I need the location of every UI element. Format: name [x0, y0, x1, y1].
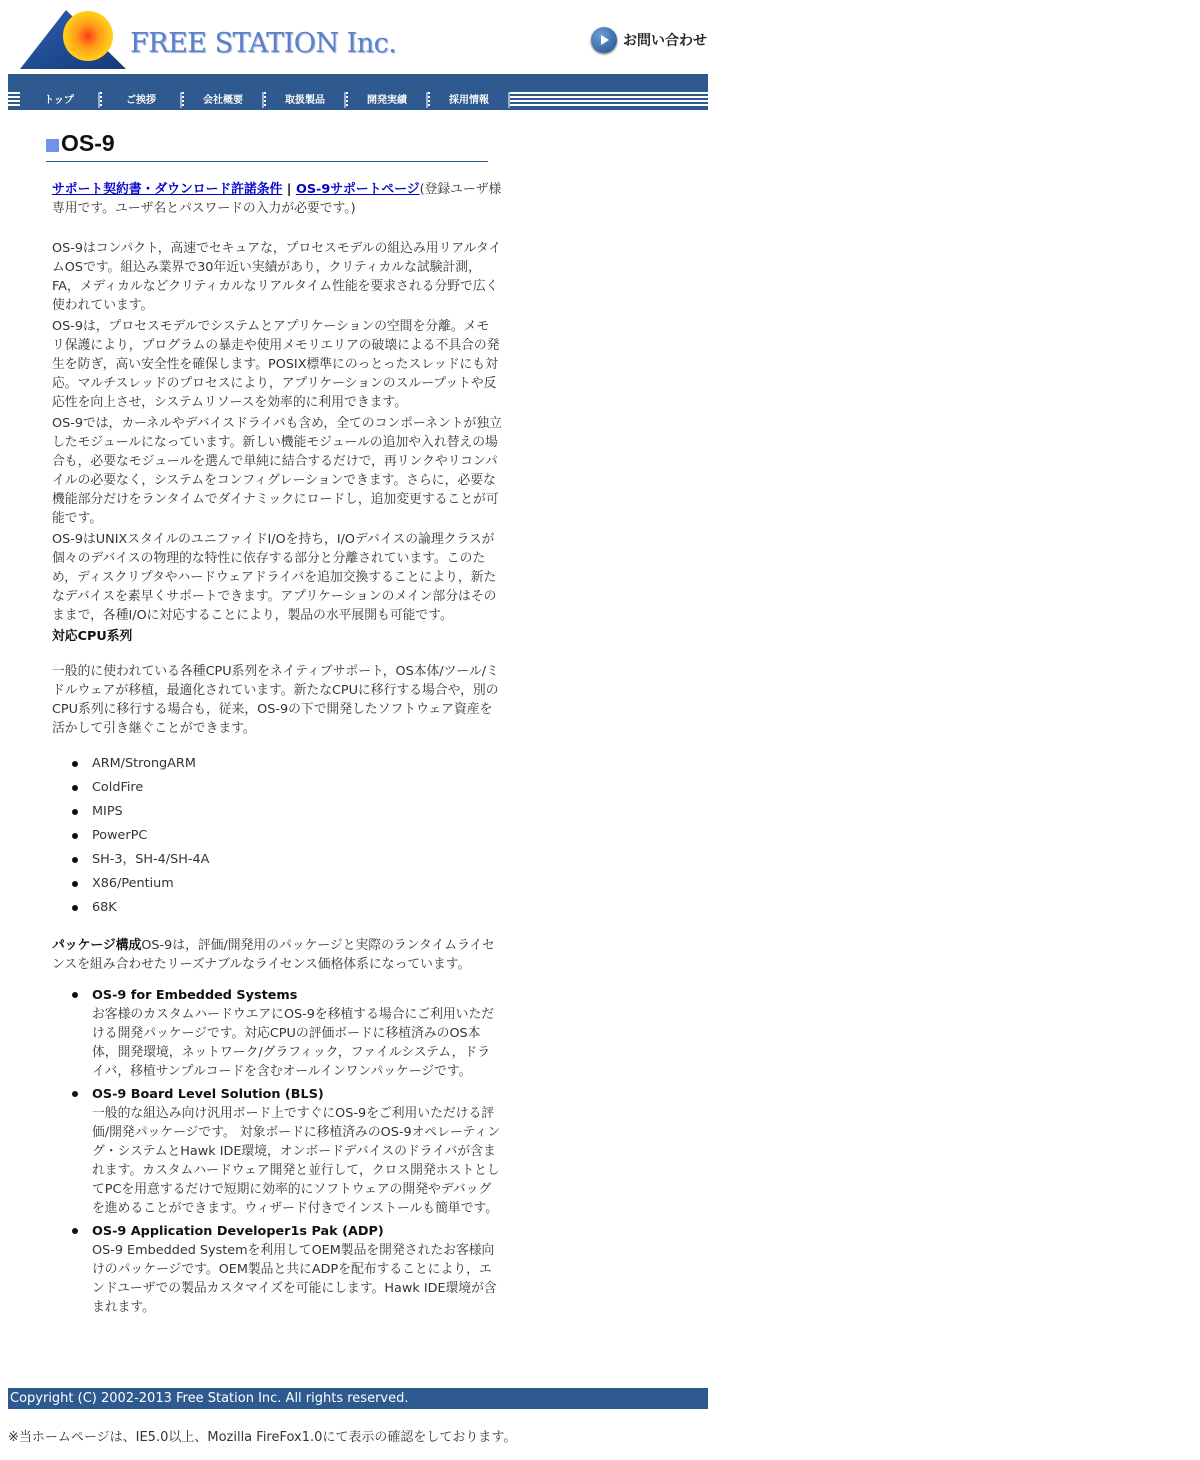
- logo-triangle-sun-icon: [18, 6, 128, 72]
- intro-paragraph-4: OS-9はUNIXスタイルのユニファイドI/Oを持ち，I/Oデバイスの論理クラスが個々のデバイスの物理的な特性に依存する部分と分離されています。このため，ディスクリプタやハードウェアドライバを追加交換することにより，新たなデバイスを素早くサポートできます。アプリケーションのメイン部分はそのままで，各種I/Oに対応することにより，製品の水平展開も可能です。: [52, 532, 497, 623]
- site-header: [8, 0, 708, 74]
- list-item: X86/Pentium: [72, 872, 502, 896]
- nav-top-bar: [8, 74, 708, 92]
- nav-tab-greeting[interactable]: ご挨拶: [102, 92, 182, 108]
- package-intro: [52, 936, 502, 974]
- cpu-list: [72, 752, 502, 920]
- package-heading: パッケージ構成: [52, 938, 142, 953]
- list-item: [72, 1222, 502, 1317]
- support-terms-link[interactable]: サポート契約書・ダウンロード許諾条件: [52, 182, 283, 197]
- support-page-link[interactable]: OS-9サポートページ: [295, 182, 420, 197]
- nav-tab-achievements[interactable]: 開発実績: [348, 92, 428, 108]
- package-desc: お客様のカスタムハードウエアにOS-9を移植する場合にご利用いただける開発パッケージです。対応CPUの評価ボードに移植済みのOS本体，開発環境，ネットワーク/グラフィック，ファイルシステム，ドライバ，移植サンプルコードを含むオールインワンパッケージです。: [92, 1007, 495, 1079]
- browser-note: ※当ホームページは、IE5.0以上、Mozilla FireFox1.0にて表示の確認をしております。: [8, 1430, 517, 1445]
- cpu-text: 一般的に使われている各種CPU系列をネイティブサポート，OS本体/ツール/ミドルウェアが移植，最適化されています。新たなCPUに移行する場合や，別のCPU系列に移行する場合も，従来，OS-9の下で開発したソフトウェア資産を活かして引き継ぐことができます。: [52, 664, 499, 736]
- intro-paragraph-3: OS-9では，カーネルやデバイスドライバも含め，全てのコンポーネントが独立したモジュールになっています。新しい機能モジュールの追加や入れ替えの場合も，必要なモジュールを選んで単純に結合するだけで，再リンクやリコンパイルの必要なく，システムをコンフィグレーションできます。さらに，必要な機能部分だけをランタイムでダイナミックにロードし，追加変更することが可能です。: [52, 416, 502, 526]
- page-title-block: [46, 130, 488, 162]
- nav-tab-company[interactable]: 会社概要: [184, 92, 264, 108]
- support-note: (登録ユーザ様専用です。ユーザ名とパスワードの入力が必要です。): [52, 182, 502, 216]
- package-name: OS-9 Board Level Solution (BLS): [92, 1087, 324, 1102]
- nav-tab-products[interactable]: 取扱製品: [266, 92, 346, 108]
- list-item: PowerPC: [72, 824, 502, 848]
- nav-tab-top[interactable]: トップ: [20, 92, 100, 108]
- package-list: [72, 986, 502, 1317]
- package-name: OS-9 Application Developer1s Pak (ADP): [92, 1224, 384, 1239]
- page-title: OS-9: [61, 130, 115, 156]
- support-links: [52, 180, 502, 218]
- package-text: OS-9は，評価/開発用のパッケージと実際のランタイムライセンスを組み合わせたリーズナブルなライセンス価格体系になっています。: [52, 938, 495, 972]
- list-item: ColdFire: [72, 776, 502, 800]
- logo-text: FREE STATION Inc.: [130, 28, 397, 59]
- main-content: [52, 180, 502, 1321]
- list-item: 68K: [72, 896, 502, 920]
- list-item: [72, 1085, 502, 1218]
- title-square-icon: [46, 139, 59, 152]
- main-nav: [8, 74, 708, 110]
- contact-link[interactable]: [591, 26, 707, 54]
- package-desc: 一般的な組込み向け汎用ボード上ですぐにOS-9をご利用いただける評価/開発パッケージです。 対象ボードに移植済みのOS-9オペレーティング・システムとHawk IDE環境，オンボードデバイスのドライバが含まれます。カスタムハードウェア開発と並行して，クロス開発ホストとしてPCを用意するだけで短期に効率的にソフトウェアの開発やデバッグを進めることができます。ウィザード付きでインストールも簡単です。: [92, 1106, 501, 1216]
- footer-bar: [8, 1388, 708, 1409]
- package-name: OS-9 for Embedded Systems: [92, 988, 298, 1003]
- nav-bottom-line: [8, 108, 708, 110]
- cpu-heading: 対応CPU系列: [52, 629, 133, 644]
- nav-tab-recruit[interactable]: 採用情報: [430, 92, 510, 108]
- list-item: MIPS: [72, 800, 502, 824]
- list-item: SH-3，SH-4/SH-4A: [72, 848, 502, 872]
- contact-label: お問い合わせ: [623, 33, 707, 49]
- intro-paragraph-1: OS-9はコンパクト，高速でセキュアな，プロセスモデルの組込み用リアルタイムOSです。組込み業界で30年近い実績があり，クリティカルな試験計測，FA，メディカルなどクリティカルなリアルタイム性能を要求される分野で広く使われています。: [52, 241, 502, 313]
- intro-paragraph-2: OS-9は，プロセスモデルでシステムとアプリケーションの空間を分離。メモリ保護により，プログラムの暴走や使用メモリエリアの破壊による不具合の発生を防ぎ，高い安全性を確保します。POSIX標準にのっとったスレッドにも対応。マルチスレッドのプロセスにより，アプリケーションのスループットや反応性を向上させ，システムリソースを効率的に利用できます。: [52, 319, 500, 410]
- list-item: ARM/StrongARM: [72, 752, 502, 776]
- play-arrow-icon: [591, 27, 617, 53]
- nav-tabs: [20, 92, 512, 108]
- company-logo[interactable]: [18, 6, 397, 72]
- list-item: [72, 986, 502, 1081]
- link-separator: |: [282, 182, 296, 197]
- copyright: Copyright (C) 2002-2013 Free Station Inc. All rights reserved.: [10, 1391, 409, 1406]
- package-desc: OS-9 Embedded Systemを利用してOEM製品を開発されたお客様向けのパッケージです。OEM製品と共にADPを配布することにより，エンドユーザでの製品カスタマイズを可能にします。Hawk IDE環境が含まれます。: [92, 1243, 497, 1315]
